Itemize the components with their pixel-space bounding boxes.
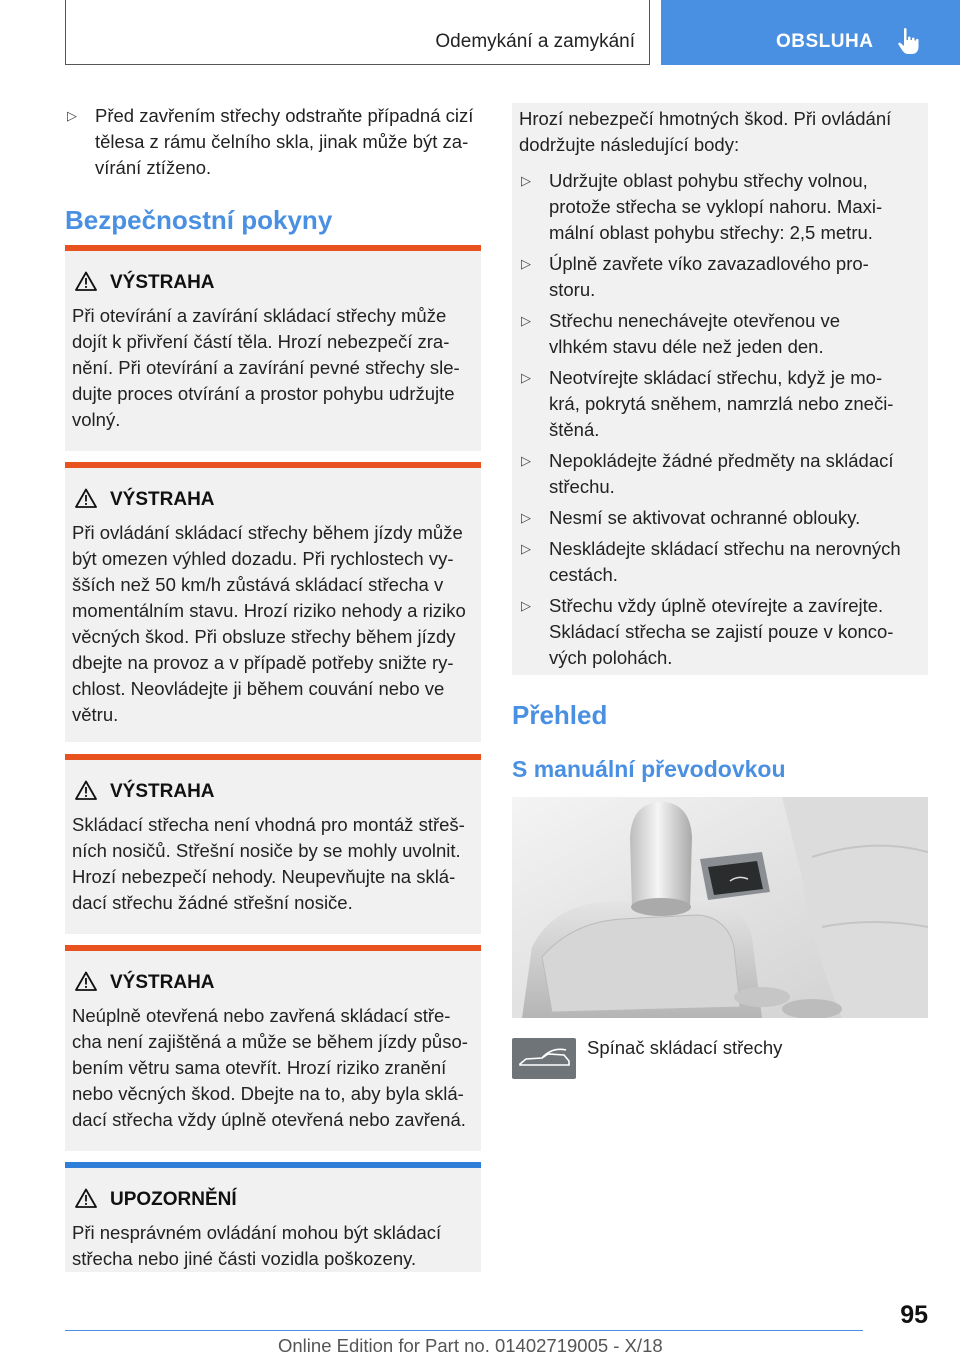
- box-bullet: ▷ Střechu vždy úplně otevírejte a zavírejte. Skládací střecha se zajistí pouze v konco- vých polohách.: [521, 595, 894, 668]
- header-tab-label: OBSLUHA: [776, 31, 874, 52]
- warning-text: Neúplně otevřená nebo zavřená skládací stře- cha není zajištěná a může se během jízdy půso- bením větru sama otevřít. Hrozí riziko zranění nebo věcných škod. Dbejte na to, aby byla sklá- dací střecha vždy úplně otevřená nebo zavřená.: [72, 1005, 468, 1130]
- box-bullet: ▷ Střechu nenechávejte otevřenou ve vlhkém stavu déle než jeden den.: [521, 310, 841, 357]
- warning-triangle-icon: [75, 1188, 97, 1208]
- bullet-triangle-icon: ▷: [521, 173, 531, 188]
- warning-box-2: [65, 462, 481, 742]
- intro-bullet-block: [65, 103, 481, 181]
- switch-label: Spínač skládací střechy: [587, 1037, 783, 1058]
- page-number: 95: [900, 1301, 928, 1329]
- header-section-title: Odemykání a zamykání: [435, 31, 635, 52]
- property-damage-box: [512, 103, 928, 675]
- box-bullet: ▷ Udržujte oblast pohybu střechy volnou, protože střecha se vyklopí nahoru. Maxi- mální oblast pohybu střechy: 2,5 metru.: [521, 170, 883, 243]
- notice-title: UPOZORNĚNÍ: [110, 1189, 237, 1210]
- header-tab-obsluha[interactable]: [661, 0, 960, 65]
- intro-bullet: [65, 103, 481, 181]
- bullet-triangle-icon: ▷: [521, 313, 531, 328]
- hand-pointer-icon: [897, 27, 921, 55]
- intro-bullet-text: Před zavřením střechy odstraňte případná cizí tělesa z rámu čelního skla, jinak může být za-vírání ztíženo.: [95, 105, 474, 178]
- bullet-triangle-icon: ▷: [521, 453, 531, 468]
- bullet-triangle-icon: ▷: [521, 256, 531, 271]
- box-bullet: ▷ Neotvírejte skládací střechu, když je mo- krá, pokrytá sněhem, namrzlá nebo zneči- štěná.: [521, 367, 894, 440]
- footer-edition: Online Edition for Part no. 01402719005 - X/18: [278, 1335, 663, 1356]
- warning-triangle-icon: [75, 780, 97, 800]
- overview-heading: Přehled: [512, 700, 608, 730]
- console-illustration: [512, 797, 928, 1018]
- box-bullet: ▷ Neskládejte skládací střechu na nerovných cestách.: [521, 538, 901, 585]
- convertible-roof-switch-symbol: [512, 1038, 576, 1079]
- warning-title: VÝSTRAHA: [110, 272, 215, 293]
- notice-box: [65, 1162, 481, 1272]
- bullet-triangle-icon: ▷: [521, 541, 531, 556]
- header-section-box: [65, 0, 650, 65]
- bullet-triangle-icon: ▷: [521, 370, 531, 385]
- warning-triangle-icon: [75, 271, 97, 291]
- bullet-triangle-icon: ▷: [521, 510, 531, 525]
- console-photo: [512, 797, 928, 1018]
- warning-title: VÝSTRAHA: [110, 489, 215, 510]
- warning-title: VÝSTRAHA: [110, 972, 215, 993]
- box-bullet: ▷ Nesmí se aktivovat ochranné oblouky.: [519, 505, 922, 531]
- warning-text: Při otevírání a zavírání skládací střechy může dojít k přivření částí těla. Hrozí nebezpečí zra- nění. Při otevírání a zavírání pevné střechy sle- dujte proces otvírání a prostor pohybu udržujte volný.: [72, 305, 460, 430]
- warning-triangle-icon: [75, 488, 97, 508]
- box-bullet: ▷ Nepokládejte žádné předměty na skládací střechu.: [521, 450, 894, 497]
- warning-box-4: [65, 945, 481, 1151]
- warning-text: Při ovládání skládací střechy během jízdy může být omezen výhled dozadu. Při rychlostech vy- šších než 50 km/h zůstává skládací střecha v momentálním stavu. Hrozí riziko nehody a riziko věcných škod. Při obsluze střechy během jízdy dbejte na provoz a v případě potřeby snižte ry- chlost. Neovládejte ji během couvání nebo ve větru.: [72, 522, 466, 725]
- bullet-triangle-icon: ▷: [521, 598, 531, 613]
- warning-box-3: [65, 754, 481, 934]
- warning-title: VÝSTRAHA: [110, 781, 215, 802]
- box-intro: Hrozí nebezpečí hmotných škod. Při ovládání dodržujte následující body:: [519, 108, 892, 155]
- footer-divider: [65, 1330, 863, 1331]
- notice-text: Při nesprávném ovládání mohou být skládací střecha nebo jiné části vozidla poškozeny.: [72, 1222, 442, 1269]
- warning-text: Skládací střecha není vhodná pro montáž střeš- ních nosičů. Střešní nosiče by se mohly uvolnit. Hrozí nebezpečí nehody. Neupevňujte na sklá- dací střechu žádné střešní nosiče.: [72, 814, 465, 913]
- warning-triangle-icon: [75, 971, 97, 991]
- bullet-triangle-icon: ▷: [67, 108, 77, 123]
- warning-box-1: [65, 245, 481, 451]
- safety-heading: Bezpečnostní pokyny: [65, 205, 333, 235]
- manual-gearbox-heading: S manuální převodovkou: [512, 756, 786, 782]
- box-bullet: ▷ Úplně zavřete víko zavazadlového pro- storu.: [521, 253, 869, 300]
- convertible-car-icon: [512, 1038, 576, 1079]
